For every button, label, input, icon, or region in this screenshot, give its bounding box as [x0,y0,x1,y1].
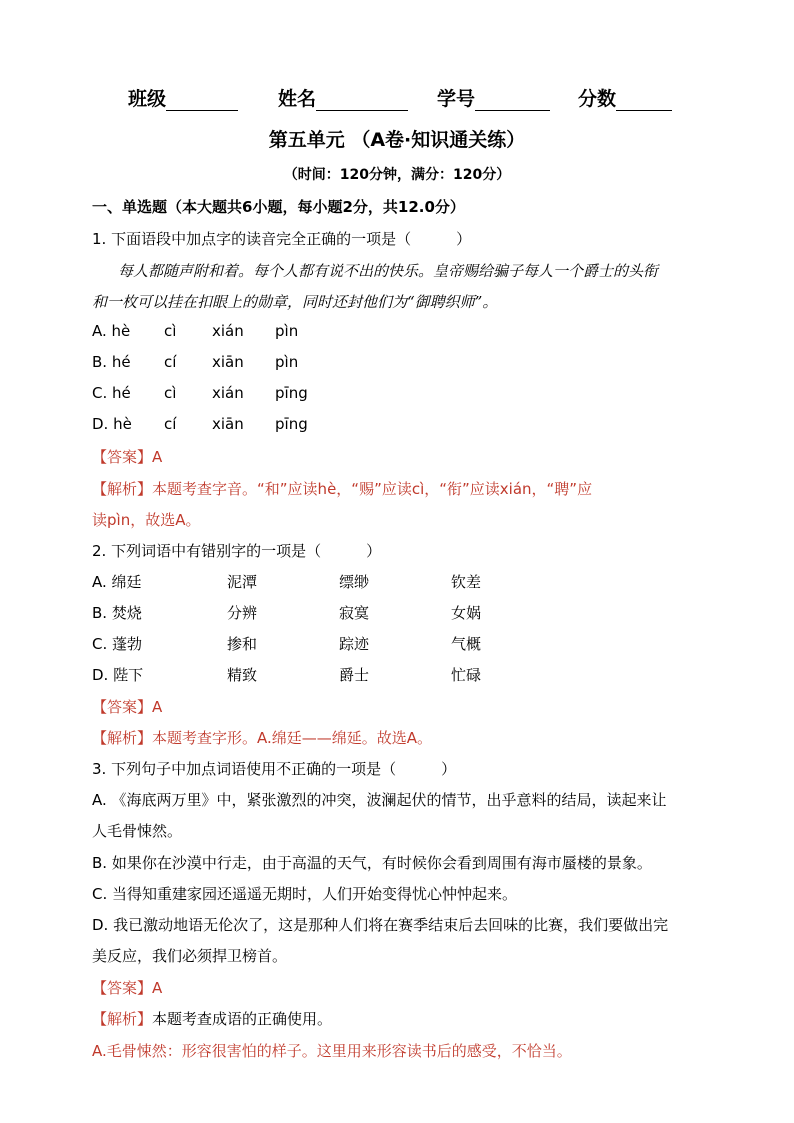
q1-analysis-line2: 读pìn，故选A。 [92,511,201,529]
q1-analysis-text: 本题考查字音。“和”应读hè，“赐”应读cì，“衔”应读xián，“聘”应 [152,480,593,498]
q1-answer [92,446,162,467]
q2-stem: 2. 下列词语中有错别字的一项是（ ） [92,542,382,560]
q1-c-2: cì [164,384,177,402]
q3-answer-value: A [152,979,163,997]
q1-a-2: cì [164,322,177,340]
q2-answer-tag: 【答案】 [92,698,153,716]
name-field [278,84,408,111]
q3-option-a-line2: 人毛骨悚然。 [92,822,183,840]
name-blank[interactable] [316,90,408,111]
q1-d-2: cí [164,415,177,433]
class-blank[interactable] [166,90,238,111]
q3-option-a-line1[interactable]: A. 《海底两万里》中，紧张激烈的冲突，波澜起伏的情节，出乎意料的结局，读起来让 [92,791,667,809]
q1-analysis-tag: 【解析】 [92,480,153,498]
q1-a-3: xián [212,322,244,340]
q2-answer [92,696,162,717]
q1-stem: 1. 下面语段中加点字的读音完全正确的一项是（ ） [92,230,472,248]
q2-c-2: 掺和 [227,635,258,653]
q3-analysis-tag: 【解析】 [92,1010,153,1028]
q2-c-1: C. 蓬勃 [92,635,143,653]
q1-answer-tag: 【答案】 [92,448,153,466]
page-subtitle: （时间：120分钟，满分：120分） [283,167,511,183]
q2-a-2: 泥潭 [227,573,258,591]
score-blank[interactable] [616,90,672,111]
q2-c-3: 踪迹 [339,635,370,653]
q1-b-2: cí [164,353,177,371]
q2-b-3: 寂寞 [339,604,370,622]
q2-a-3: 缥缈 [339,573,370,591]
q1-b-1: B. hé [92,353,131,371]
q2-answer-value: A [152,698,163,716]
section-heading: 一、单选题（本大题共6小题，每小题2分，共12.0分） [92,198,465,216]
q1-a-4: pìn [275,322,299,340]
q3-option-d-line1[interactable]: D. 我已激动地语无伦次了，这是那种人们将在赛季结束后去回味的比赛，我们要做出完 [92,916,669,934]
q1-c-1: C. hé [92,384,131,402]
q3-option-c[interactable]: C. 当得知重建家园还遥遥无期时，人们开始变得忧心忡忡起来。 [92,885,518,903]
q3-answer [92,977,162,998]
score-label: 分数 [578,88,617,110]
q2-d-4: 忙碌 [451,666,482,684]
q2-b-2: 分辨 [227,604,258,622]
page-title: 第五单元 （A卷·知识通关练） [268,129,526,151]
q2-b-4: 女娲 [451,604,482,622]
q1-b-4: pìn [275,353,299,371]
q2-d-2: 精致 [227,666,258,684]
q2-c-4: 气概 [451,635,482,653]
q1-a-1: A. hè [92,322,131,340]
student-id-blank[interactable] [475,90,550,111]
q1-d-3: xiān [212,415,244,433]
q3-analysis [92,1008,332,1029]
q2-analysis-tag: 【解析】 [92,729,153,747]
q1-passage-line1: 每人都随声附和着。每个人都有说不出的快乐。皇帝赐给骗子每人一个爵士的头衔 [118,262,659,280]
score-field [578,84,672,111]
q1-d-1: D. hè [92,415,132,433]
q3-option-d-line2: 美反应，我们必须捍卫榜首。 [92,947,288,965]
class-field [128,84,238,111]
class-label: 班级 [128,88,167,110]
q1-c-3: xián [212,384,244,402]
q3-analysis-detail: A.毛骨悚然：形容很害怕的样子。这里用来形容读书后的感受，不恰当。 [92,1042,572,1060]
q2-a-1: A. 绵廷 [92,573,142,591]
q3-option-b[interactable]: B. 如果你在沙漠中行走，由于高温的天气，有时候你会看到周围有海市蜃楼的景象。 [92,854,652,872]
student-id-label: 学号 [437,88,476,110]
q1-answer-value: A [152,448,163,466]
q3-answer-tag: 【答案】 [92,979,153,997]
q1-c-4: pīng [275,384,308,402]
q1-b-3: xiān [212,353,244,371]
q1-analysis-line1 [92,478,592,499]
q2-analysis-text: 本题考查字形。A.绵廷——绵延。故选A。 [152,729,433,747]
q1-passage-line2: 和一枚可以挂在扣眼上的勋章，同时还封他们为“御聘织师”。 [92,293,498,311]
q2-a-4: 钦差 [451,573,482,591]
q3-stem: 3. 下列句子中加点词语使用不正确的一项是（ ） [92,760,457,778]
q2-d-1: D. 陛下 [92,666,144,684]
q2-b-1: B. 焚烧 [92,604,142,622]
q3-analysis-text: 本题考查成语的正确使用。 [152,1010,333,1028]
name-label: 姓名 [278,88,317,110]
q2-analysis [92,727,432,748]
q2-d-3: 爵士 [339,666,370,684]
student-id-field [437,84,550,111]
q1-d-4: pīng [275,415,308,433]
